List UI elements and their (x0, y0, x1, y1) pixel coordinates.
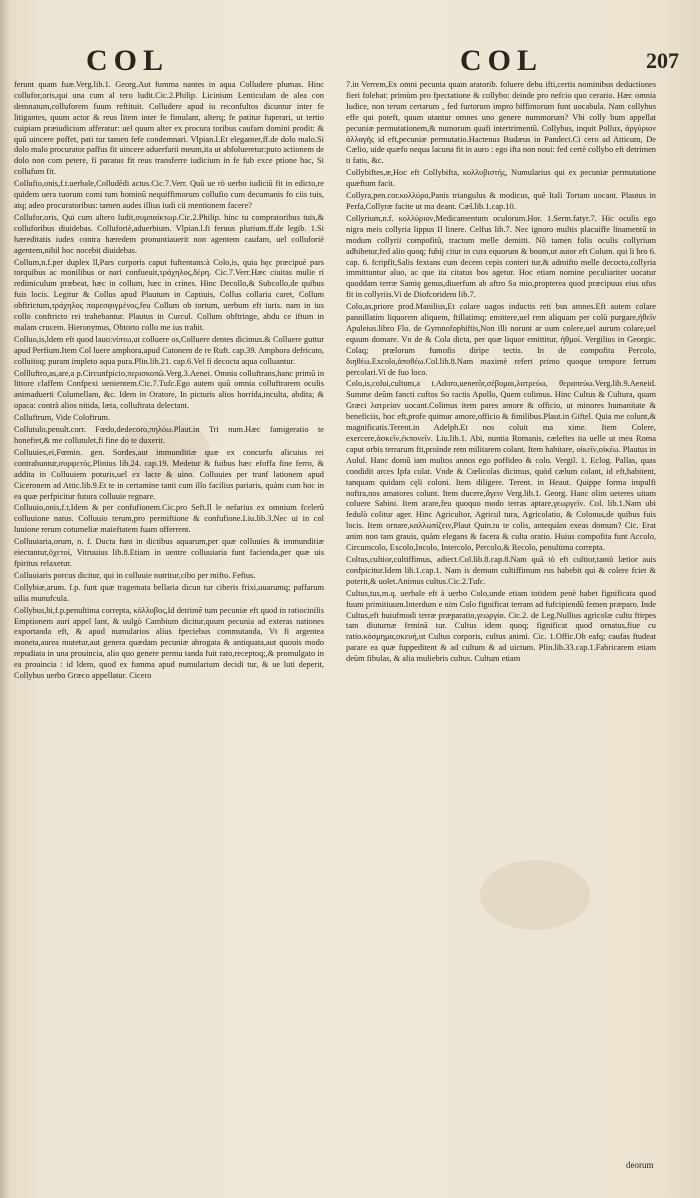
dictionary-entry: Colo,is,colui,cultum,a t.Adoro,uenerõr,σέβομαι,λατρεύω, θεραπεύω.Verg.lib.9.Aeneid. Summe deũm fancti cuftos So ractis Apollo, Quem colimus. Hinc Cultus & Cultura, quam Græci λατρείαν uocant.Colimus item pares amore & officio, ut minores humanitate & beneficiis, hoc eft,profe quimur amore,officio & fimilibus.Plaut.in Giftel. Quia me colunt,& magnificatis.Terent.in Adelph.Et nos coluit ma xime. Item Colere, exercere,ἀσκεῖν,ἐκπονεῖν. Liu.lib.1. Abi, nuntia Romanis, cæleftes ita uelle ut mea Roma caput orbis terrarum fit,proinde rem militarem colant. Item habitare, οἰκεῖν,οἰκέω. Plautus in Aulul. Hanc domũ iam multos annos ego poffideo & colo. Vergil. 1. Eclog. Pallas, quas condidit arces Ipfa colat. Vnde & Cœlicolas dicimus, quòd cælum colant, id eft,habitent, tanquam quidam cęli coloni. Item diligere. Terent. in Heaut. Quippe forma impulfi noftra,nos amatores colunt. Item ducere,ἄγειν Verg.lib.1. Georg. Hanc olim ueteres uitam coluere Sabini. Item arare,feu quoquo modo terras aptare,γεωργεῖν. Col. lib.1.Nam ubi fedulò colitur ager. Hinc Agricultor, Agricul tura, Agricolatio, & Colonus,de quibus fuis locis. Item ornare,καλλωπίζειν,Plaut Quin.tu te colis, antequàm exeas domum? Cic. Erat anim non tam grauis, quàm elegans & faceta & culta oratio. Huius compofita funt Accolo, Circumcolo, Excolo,Incolo, Intercolo, Percolo,& Recolo, penultima correpta. (346, 379, 656, 553)
catchword: deorum (626, 1160, 654, 1170)
dictionary-entry: Collyrium,n.f. κολλύριον,Medicamentum oculorum.Hor. 1.Serm.fatyr.7. Hic oculis ego nigra meis collyria lippus Il linere. Celfus lib.7. Nec ignoro multis placuiffe linamentũ in modum collyrii compofitũ, tractum melle demitti. Nõ tamen folis oculis collyrium adhibetur,fed alio quoq; fubij citur in cura equorum & boum,ut autor eft Colum. qui li bro 6. cap. 6. fcripfit,Salis fextans cum decem cepis conteri tur,& admifto melle decocto,collyria immittuntur aluo, ac que ita citatus bos agetur. Hoc etiam nomine peculiariter uocatur quoddam terræ Samię genus,diuerfum ab aftro Sa mio,propterea quod præcipuus eius ufus fit in collyriis.Vi de Diofcoridem lib.7. (346, 213, 656, 300)
dictionary-entry: Collum,n.f.per duplex ll,Pars corporis caput fuftentans:à Colo,is, quia hęc præcipuè pars torquibus ac monilibus or nari confueuit,τράχηλος,δέρη. Cic.7.Verr.Hæc ciuitas mulie ri redimiculum præbeat, hæc in collum, hæc in crines. Hinc Decollo,& Subcollo,de quibus fuis locis. Legitur & Collus apud Plautum in Captiuis, Collus collaria caret, Collum obftrictum,τράχηλος παρεσφιγμένος,feu Collum ob tortum, uerbum eft iuris. nam in ius collo conftricto rei trahebantur. Plautus in Curcul. Collum obftringe, abdu ce iftum in malam crucem. Hieronymus, Obtorto collo me ius trahit. (14, 257, 324, 332)
page-number: 207 (646, 48, 679, 73)
dictionary-entry: Collybus,bi,f.p.penultima correpta, κόλλυβος,Id detrimẽ tum pecuniæ eft quod in ratiocinilis Emptionem auri appel lant, & uulgò Cambium dicitur,quum pecunia ad exteras nationes exportanda eft, & apud numularios alius fpeciebus commutanda, Vt fi argentea moneta,aurea mutetur,aut genera quædam pecuniæ abrogata & antiquata,aut quouis modo repudiata in una prouincia, alio quo genere permu tanda fuit rato,receptoq;,& promulgato in ea prouincia : id ldem, quod ex fumma apud numularium decidi tur, & ue luti deperit, Collybus uerbo Græco appellatur. Cicero (14, 605, 324, 681)
left-column (14, 80, 324, 1160)
spine-shadow (0, 0, 10, 1198)
dictionary-entry: Collufio,onis,f.t.uerbale,Colludẽdi actus.Cic.7.Verr. Quũ ue rò uerbo iudiciũ fit in edicto,re quidem uera tuorum comi tum hominũ nequiffimorum collufio cum decumanis fo ciis tuis, atq; adeo procuratoribus: tamen audes illius iudi cii mentionem facere? (14, 179, 324, 210)
dictionary-entry: Colluo,is,ldem eft quod lauo:νίπτω,ut colluere os,Colluere dentes dicimus.& Colluere guttur apud Perfium.Item Col luere amphora,apud Catonem de re Ruft. cap.39. Amphora defricato, colluitoq; puram impleto aqua pura.Plin.lib.21. cap.6.Vel fi decocta aqua colluantur. (14, 334, 324, 366)
dictionary-entry: Colluuio,onis,f.t,Idem & per confufionem.Cic.pro Seft.Il le nefarius ex omnium fcelerũ colluuione natus. Colluuio terum,pro permiftione & confufione.Liu.lib.3.Nec ui in col luuione rerum cotumeliæ maieftatem fuam offerrent. (14, 503, 324, 535)
dictionary-entry: Colo,as,priore prod.Manilius,Et colare uagos inductis reti bus amnes.Eft autem colare pannillatim liquorem aliquem, ftillatimq; emittere,uel rem aliquam per colũ purgare,ἠθεῖν Apuleius.libro Flo. de Gymnofophiftis,Non illi norunt ar uum colere,uel aurum colare,uel equum domare. Vn de & Cola dicta, per quæ liquor emittitur, ἠθμοί. Vergilius in Georgic. Colaq; prælorum fumofis diripe tectis. In de compofita Percolo, διηθέω.Excolo,ἀποθέω.Col.lib.8.Nam maximè refert primo quoque tempore ferrum percolari.Vi de fuo loco. (346, 302, 656, 377)
dictionary-entry: Colluuiaria,orum, n. f. Ducta funt in dictibus aquarum,per quæ colluuies & immunditiæ eiectantur,ὀχετοί, Vitruuius lib.8.Etiam in uentre colluuiaria funt facienda,per quæ uis fpiritus relaxetur. (14, 537, 324, 568)
dictionary-entry: Collybiæ,arum. f.p. funt quæ tragemata bellaria dicun tur ciberis frixi,uuarumq; paffarum uilia munufcula. (14, 582, 324, 603)
dictionary-entry: Coltus,cultior,cultiffimus, adiect.Col.lib.8.cap.8.Nam quã tò eft cultior,tantò lætior auis confpicitur.Idem lib.1.cap.1. Nam is demum cultiffimum rus habebit qui & colere fciet & poterit,& uolet.Animus cultus.Cic.2.Tufc. (346, 554, 656, 586)
running-header (0, 44, 700, 84)
dictionary-entry: Collutulo,penult.corr. Fœdo,dedecoro,πηλόω.Plaut.in Tri num.Hæc famigeratio te honeftet,& me collutulet,fi fine do te duxerit. (14, 425, 324, 445)
dictionary-entry: Cultus,tus,m.q. uerbale eft à uerbo Colo,unde etiam totidem penè habet fignificata quod fuum primitiuum.Interdum e nim Colo fignificat terram ad fufcipiendũ femen præparo. Inde Cultus,eft huiufmodi terræ præparatio,γεωργία. Cic.2. de Leg.Nullius agricolæ cultu ftirpes tam diuturnæ feminã tur. Cultus idem quoq; fignificat quod ornatus,fiue cu ratio.κόσμημα,σκευή,ut Cultus corporis, cultus animi. Cic. 1.Offic.Ob eafq; caufas ftudeat parare ea quæ fuppeditent & ad cultum & ad uictum. Plin.lib.33.cap.1.Fabricarem etiam deũm fibulas, & alia muliebris cultus. Cultum etiam (346, 588, 656, 664)
dictionary-entry: Colluuiaris porcus dicitur, qui in colluuie nutritur,cibo per mifto. Feftus. (14, 570, 256, 580)
header-left-word: COL (86, 44, 170, 77)
dictionary-entry: Colluftrum, Vide Coloftrum. (14, 413, 111, 423)
right-column (346, 80, 656, 1160)
dictionary-entry: Collluftro,as,are,a p.Circunfpicio,περισκοπῶ.Verg.3.Aenei. Omnia colluftrans,hanc primũ in littore claffem Confpexi uenientem.Cic.7.Tufc.Ego autem quũ omnia colluftrarem oculis animaduerti Columellam, &c. Idem in Oratore, In picturis alios horrida,inculta, abdita; & opaca: contrà alios nitida, læta, colluftrata delectant. (14, 368, 324, 411)
dictionary-entry: Collybiftes,æ,Hoc eft Collybifta, κολλυβιστής, Numularius qui ex pecuniæ permutatione quæftum facit. (346, 168, 656, 189)
dictionary-entry: 7.in Verrem,Ex omni pecunia quam aratorib. foluere debu ifti,certis nominibus deductiones fieri folebat: primùm pro fpectatione & collybo: deinde pro nefcio quo cerario. Hæc omnia Iudice, non terum certarum , fed furtorum impro biffimorum funt uocabula. Nam collybus effe qui poteft, quum utantur omnes uno genere nummorum? Vbi colly bum appellat pecuniæ permutationem,& numorum quafi intertrimentũ. Collybus, inquit Pollux, ἀργύριον ἀλλαγῆς id eft,pecuniæ permutatio.Hactenus Budæus in Pandect.Ci cero ad Atticum, De Cælio, uide quæfo nequa lacuna fit in auro : ego ifta non noui: fed certè collybo eft detrimen ti fatis, &c. (346, 80, 656, 166)
header-right-word: COL (460, 44, 544, 77)
dictionary-entry: Collyra,pen.cor.κολλύρα,Panis triangulus & modicus, quẽ Itali Tortam uocant. Plautus in Perfa,Collyræ facite ut ma deant. Cæl.lib.1.cap.10. (346, 191, 656, 211)
dictionary-entry: Collufor,oris, Qui cum altero ludit,συμπαίκτωρ.Cic.2.Philip. hinc tu compratoribus tuis,& colluforibus diuidebas. Colluforiè,aduerbium. Vlpian.l.fi feruus plurium.ff.de legib. 1.Si hæreditatis iudex contra hæredem pronuntiauerit non agentem caufam, uel colluforiè agentem,nihil hoc nocebit diuidebas. (14, 212, 324, 255)
dictionary-entry: ferunt quam fuæ.Verg.lib.1. Georg.Aut fumma nantes in aqua Colludere plumas. Hinc collufor,oris,qui una cum al tero ludit.Cic.2.Philip. Licinium Lenticulam de alea con demnatum,colluforem fuum reftituit. Colludere apud iu reconfultos dicuntur inter fe litigantes, quum actor & reus litem inter fe fimulant, alterq; fe patitur fuperari, ut tertio cuipiam præiudicium afferatur: uel quum alter ex procura toribus caufam domini prodit: & quũ uincere poffet, pati tur tamen fefe condemnari. Vlpian.I.Et eleganter,ff.de dolo malo.Si dolo malo procurator paffus fit uincere aduerfarii meum,ita ut abfolueretur:puto actionem de dolo non com petere, fi paratus fit reus transferre iudicium in fe fub exce ptione hac, Si collufum fit. (14, 80, 324, 177)
dictionary-entry: Colluuies,ei,Fœmin. gen. Sordes,aut immunditiæ quæ ex concurfu alicuius rei contrahuntur,συρφετὸς.Plinius lib.24. cap.19. Medetur & fuibus hæc efoffa fine ferro, & addita in Colluuiem poturis,uel ex lacte & uino. Colluuies per tranf lationem apud Ciceronem ad Attic.lib.9.Et te in certamine tanti cum illo facilius pariaris, quàm cum hoc in ea quæ perfpicitur futura colluuie regnare. (14, 447, 324, 501)
